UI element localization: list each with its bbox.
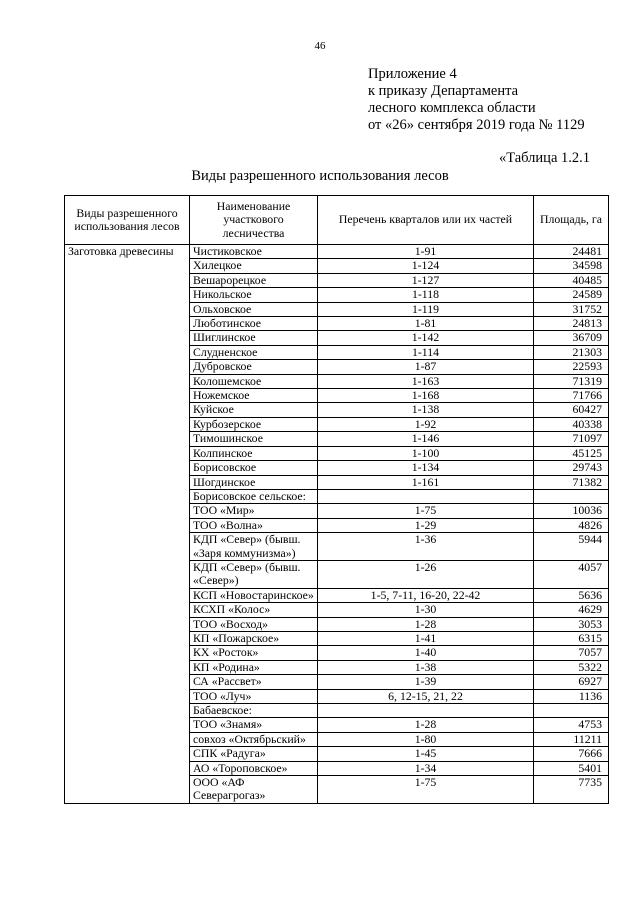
quarters-cell: 1-87 xyxy=(318,360,534,374)
forestry-name-cell: Тимошинское xyxy=(190,432,318,446)
forestry-name-cell: ТОО «Восход» xyxy=(190,617,318,631)
quarters-cell: 1-146 xyxy=(318,432,534,446)
forestry-name-cell: КДП «Север» (бывш. «Заря коммунизма») xyxy=(190,533,318,561)
area-cell: 29743 xyxy=(534,461,609,475)
area-cell: 22593 xyxy=(534,360,609,374)
forestry-name-cell: Колпинское xyxy=(190,446,318,460)
document-title: Виды разрешенного использования лесов xyxy=(191,168,449,184)
area-cell: 5636 xyxy=(534,588,609,602)
quarters-cell: 1-34 xyxy=(318,761,534,775)
area-cell: 34598 xyxy=(534,259,609,273)
area-cell: 24813 xyxy=(534,317,609,331)
quarters-cell: 1-28 xyxy=(318,718,534,732)
quarters-cell: 1-75 xyxy=(318,776,534,804)
quarters-cell: 1-119 xyxy=(318,302,534,316)
quarters-cell: 1-45 xyxy=(318,747,534,761)
forestry-name-cell: ООО «АФ Северагрогаз» xyxy=(190,776,318,804)
forestry-name-cell: Борисовское xyxy=(190,461,318,475)
quarters-cell xyxy=(318,704,534,718)
forestry-name-cell: ТОО «Мир» xyxy=(190,504,318,518)
forestry-name-cell: Шогдинское xyxy=(190,475,318,489)
area-cell: 60427 xyxy=(534,403,609,417)
table-row xyxy=(65,245,609,259)
header-area: Площадь, га xyxy=(534,196,609,245)
forestry-name-cell: Хилецкое xyxy=(190,259,318,273)
area-cell: 7735 xyxy=(534,776,609,804)
area-cell: 71382 xyxy=(534,475,609,489)
area-cell: 4826 xyxy=(534,518,609,532)
forestry-name-cell: КДП «Север» (бывш. «Север») xyxy=(190,560,318,588)
forestry-name-cell: ТОО «Волна» xyxy=(190,518,318,532)
forestry-name-cell: ТОО «Луч» xyxy=(190,689,318,703)
quarters-cell: 1-161 xyxy=(318,475,534,489)
quarters-cell: 1-124 xyxy=(318,259,534,273)
forestry-name-cell: Люботинское xyxy=(190,317,318,331)
forestry-name-cell: Бабаевское: xyxy=(190,704,318,718)
quarters-cell xyxy=(318,489,534,503)
quarters-cell: 1-29 xyxy=(318,518,534,532)
area-cell: 4629 xyxy=(534,603,609,617)
appendix-line: лесного комплекса области xyxy=(368,100,536,116)
quarters-cell: 1-100 xyxy=(318,446,534,460)
quarters-cell: 1-114 xyxy=(318,345,534,359)
forestry-name-cell: Ольховское xyxy=(190,302,318,316)
forestry-name-cell: Дубровское xyxy=(190,360,318,374)
area-cell xyxy=(534,704,609,718)
appendix-line: Приложение 4 xyxy=(368,66,457,82)
forestry-name-cell: КХ «Росток» xyxy=(190,646,318,660)
quarters-cell: 1-36 xyxy=(318,533,534,561)
quarters-cell: 1-142 xyxy=(318,331,534,345)
area-cell: 10036 xyxy=(534,504,609,518)
quarters-cell: 6, 12-15, 21, 22 xyxy=(318,689,534,703)
area-cell: 5401 xyxy=(534,761,609,775)
quarters-cell: 1-5, 7-11, 16-20, 22-42 xyxy=(318,588,534,602)
forestry-name-cell: КСХП «Колос» xyxy=(190,603,318,617)
forestry-name-cell: Шиглинское xyxy=(190,331,318,345)
forestry-name-cell: Никольское xyxy=(190,288,318,302)
area-cell: 36709 xyxy=(534,331,609,345)
area-cell: 6927 xyxy=(534,675,609,689)
forestry-name-cell: Борисовское сельское: xyxy=(190,489,318,503)
area-cell: 45125 xyxy=(534,446,609,460)
appendix-line: от «26» сентября 2019 года № 1129 xyxy=(368,117,585,133)
area-cell: 5322 xyxy=(534,660,609,674)
forestry-name-cell: КП «Родина» xyxy=(190,660,318,674)
quarters-cell: 1-38 xyxy=(318,660,534,674)
quarters-cell: 1-92 xyxy=(318,417,534,431)
quarters-cell: 1-80 xyxy=(318,732,534,746)
quarters-cell: 1-41 xyxy=(318,631,534,645)
quarters-cell: 1-28 xyxy=(318,617,534,631)
area-cell: 7666 xyxy=(534,747,609,761)
area-cell: 71097 xyxy=(534,432,609,446)
area-cell: 40338 xyxy=(534,417,609,431)
quarters-cell: 1-26 xyxy=(318,560,534,588)
area-cell: 40485 xyxy=(534,273,609,287)
forestry-name-cell: Колошемское xyxy=(190,374,318,388)
quarters-cell: 1-118 xyxy=(318,288,534,302)
table-reference: «Таблица 1.2.1 xyxy=(498,150,590,166)
quarters-cell: 1-75 xyxy=(318,504,534,518)
forestry-name-cell: СПК «Радуга» xyxy=(190,747,318,761)
quarters-cell: 1-127 xyxy=(318,273,534,287)
forestry-name-cell: Ножемское xyxy=(190,389,318,403)
quarters-cell: 1-163 xyxy=(318,374,534,388)
forestry-name-cell: СА «Рассвет» xyxy=(190,675,318,689)
header-use-type: Виды разрешенного использования лесов xyxy=(65,196,190,245)
forest-use-table xyxy=(64,195,609,804)
area-cell xyxy=(534,489,609,503)
area-cell: 1136 xyxy=(534,689,609,703)
quarters-cell: 1-91 xyxy=(318,245,534,259)
header-forestry-name: Наименование участкового лесничества xyxy=(190,196,318,245)
area-cell: 24589 xyxy=(534,288,609,302)
quarters-cell: 1-40 xyxy=(318,646,534,660)
forestry-name-cell: КСП «Новостаринское» xyxy=(190,588,318,602)
use-type-cell: Заготовка древесины xyxy=(65,245,190,804)
quarters-cell: 1-134 xyxy=(318,461,534,475)
area-cell: 4057 xyxy=(534,560,609,588)
appendix-line: к приказу Департамента xyxy=(368,83,519,99)
area-cell: 71319 xyxy=(534,374,609,388)
appendix-block xyxy=(368,66,585,134)
quarters-cell: 1-39 xyxy=(318,675,534,689)
area-cell: 3053 xyxy=(534,617,609,631)
forestry-name-cell: Куйское xyxy=(190,403,318,417)
area-cell: 71766 xyxy=(534,389,609,403)
area-cell: 7057 xyxy=(534,646,609,660)
area-cell: 31752 xyxy=(534,302,609,316)
forestry-name-cell: Вешарорецкое xyxy=(190,273,318,287)
forestry-name-cell: АО «Тороповское» xyxy=(190,761,318,775)
area-cell: 24481 xyxy=(534,245,609,259)
header-quarters: Перечень кварталов или их частей xyxy=(318,196,534,245)
table-header-row xyxy=(65,196,609,245)
forestry-name-cell: Курбозерское xyxy=(190,417,318,431)
quarters-cell: 1-168 xyxy=(318,389,534,403)
area-cell: 11211 xyxy=(534,732,609,746)
area-cell: 21303 xyxy=(534,345,609,359)
forestry-name-cell: ТОО «Знамя» xyxy=(190,718,318,732)
area-cell: 5944 xyxy=(534,533,609,561)
page-number: 46 xyxy=(314,40,326,52)
area-cell: 6315 xyxy=(534,631,609,645)
quarters-cell: 1-138 xyxy=(318,403,534,417)
table-body xyxy=(65,245,609,804)
forestry-name-cell: Слудненское xyxy=(190,345,318,359)
quarters-cell: 1-81 xyxy=(318,317,534,331)
forestry-name-cell: совхоз «Октябрьский» xyxy=(190,732,318,746)
forestry-name-cell: КП «Пожарское» xyxy=(190,631,318,645)
area-cell: 4753 xyxy=(534,718,609,732)
quarters-cell: 1-30 xyxy=(318,603,534,617)
forestry-name-cell: Чистиковское xyxy=(190,245,318,259)
